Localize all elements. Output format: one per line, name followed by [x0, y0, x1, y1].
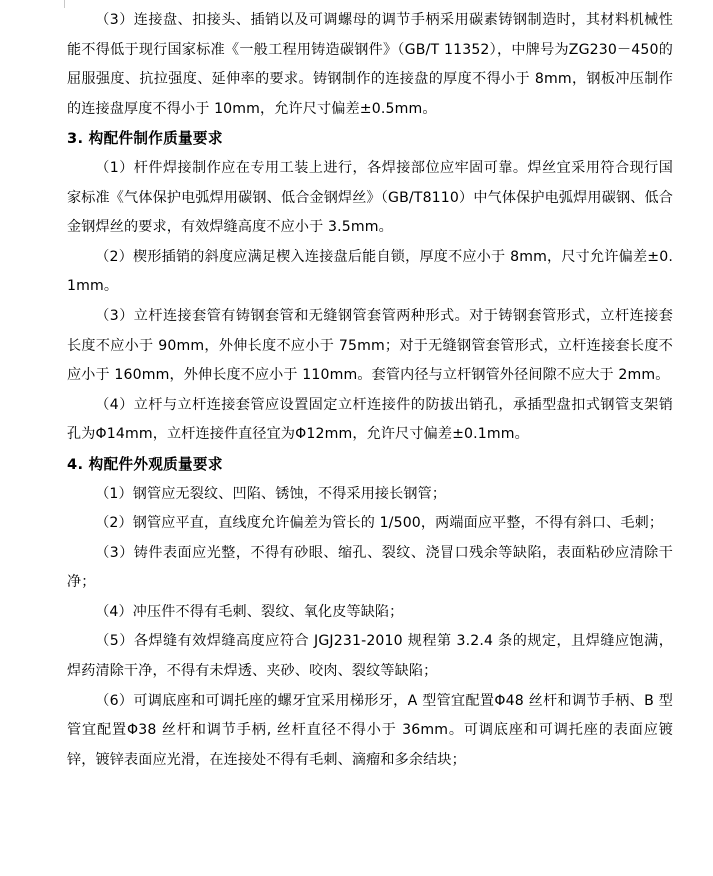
paragraph-4-4: （4）冲压件不得有毛刺、裂纹、氧化皮等缺陷；: [95, 603, 404, 620]
paragraph-4-1: （1）钢管应无裂纹、凹陷、锈蚀，不得采用接长钢管；: [95, 485, 447, 502]
section-heading-3: 3. 构配件制作质量要求: [67, 130, 223, 148]
section-heading-4: 4. 构配件外观质量要求: [67, 455, 223, 473]
paragraph-4-5: （5）各焊缝有效焊缝高度应符合 JGJ231-2010 规程第 3.2.4 条的规定，且焊缝应饱满，焊药清除干净，不得有未焊透、夹砂、咬肉、裂纹等缺陷；: [67, 633, 673, 680]
paragraph-3-1: （1）杆件焊接制作应在专用工装上进行，各焊接部位应牢固可靠。焊丝宜采用符合现行国家标准《气体保护电弧焊用碳钢、低合金钢焊丝》（GB/T8110）中气体保护电弧焊用碳钢、低合金钢焊丝的要求，有效焊缝高度不应小于 3.5mm。: [67, 159, 673, 236]
paragraph-3-4: （4）立杆与立杆连接套管应设置固定立杆连接件的防拔出销孔，承插型盘扣式钢管支架销孔为Φ14mm，立杆连接件直径宜为Φ12mm，允许尺寸偏差±0.1mm。: [67, 396, 673, 443]
paragraph-4-6: （6）可调底座和可调托座的螺牙宜采用梯形牙，A 型管宜配置Φ48 丝杆和调节手柄、B 型管宜配置Φ38 丝杆和调节手柄, 丝杆直径不得小于 36mm。可调底座和可调托座的表面应镀锌，镀锌表面应光滑，在连接处不得有毛刺、滴瘤和多余结块；: [67, 692, 673, 768]
paragraph-3-2: （2）楔形插销的斜度应满足楔入连接盘后能自锁，厚度不应小于 8mm，尺寸允许偏差±0.1mm。: [67, 248, 673, 295]
paragraph-4-3: （3）铸件表面应光整，不得有砂眼、缩孔、裂纹、浇冒口残余等缺陷，表面粘砂应清除干净；: [67, 544, 673, 591]
paragraph-3-3b: （3）立杆连接套管有铸钢套管和无缝钢管套管两种形式。对于铸钢套管形式，立杆连接套长度不应小于 90mm，外伸长度不应小于 75mm；对于无缝钢管套管形式，立杆连接套长度不应小于 160mm，外伸长度不应小于 110mm。套管内径与立杆钢管外径间隙不应大于 2mm。: [67, 307, 673, 384]
paragraph-3-3: （3）连接盘、扣接头、插销以及可调螺母的调节手柄采用碳素铸钢制造时，其材料机械性能不得低于现行国家标准《一般工程用铸造碳钢件》（GB/T 11352），中牌号为ZG230－450的屈服强度、抗拉强度、延伸率的要求。铸钢制作的连接盘的厚度不得小于 8mm，钢板冲压制作的连接盘厚度不得小于 10mm，允许尺寸偏差±0.5mm。: [67, 12, 673, 117]
document-body: [67, 6, 673, 775]
page-margin-marker: [64, 0, 65, 8]
paragraph-4-2: （2）钢管应平直，直线度允许偏差为管长的 1/500，两端面应平整，不得有斜口、毛刺；: [95, 515, 664, 532]
